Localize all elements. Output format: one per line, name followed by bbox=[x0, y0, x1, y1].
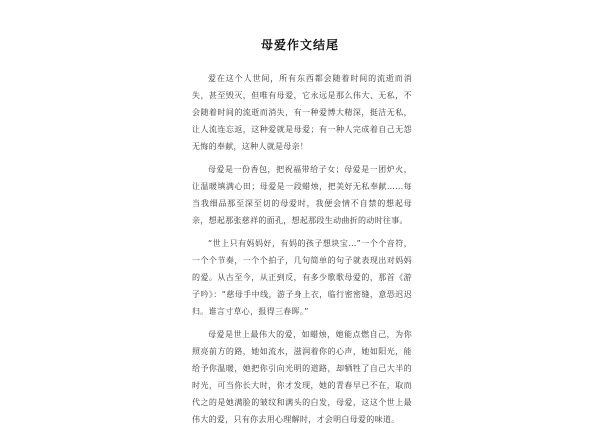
paragraph: 母爱是一份香包，把祝福带给子女；母爱是一团炉火，让温暖填满心田；母爱是一段蜡烛，把美好无私奉献……每当我细品那至深至切的母爱时，我便会情不自禁的想起母亲，想起那张慈祥的面孔，想起那段生动曲折的动时往事。 bbox=[192, 165, 412, 225]
paragraph: “世上只有妈妈好，有妈的孩子想块宝…”一个个音符，一个个节奏，一个个拍子，几句简单的句子就表现出对妈妈的爱。从古至今，从正到反，有多少歌歌母爱的，那首《游子吟》：“慈母手中线，游子身上衣，临行密密缝，意恐迟迟归。谁言寸草心，报得三春晖。” bbox=[192, 239, 412, 316]
document-body bbox=[192, 70, 412, 434]
document-title: 母爱作文结尾 bbox=[260, 38, 339, 52]
paragraph: 爱在这个人世间，所有东西都会随着时间的流逝而消失，甚至毁灭，但唯有母爱，它永远是那么伟大、无私，不会随着时间的流逝而消失，有一种爱博大精深，挺洁无私，让人流连忘返，这种爱就是母爱；有一种人完成着自己无怨无悔的奉献，这种人就是母亲！ bbox=[192, 74, 412, 151]
paragraph: 母爱是世上最伟大的爱，如蜡烛，她能点燃自己，为你照亮前方的路，她如流水，滋润着你的心声，她如阳光，能给予你温暖，她把你引向光明的道路，却牺牲了自己大半的时光，可当你长大时，你才发现，她的青春早已不在，取而代之的是她满脸的皱纹和满头的白发，母爱，这这个世上最伟大的爱，只有你去用心理解时，才会明白母爱的味道。 bbox=[192, 330, 412, 424]
